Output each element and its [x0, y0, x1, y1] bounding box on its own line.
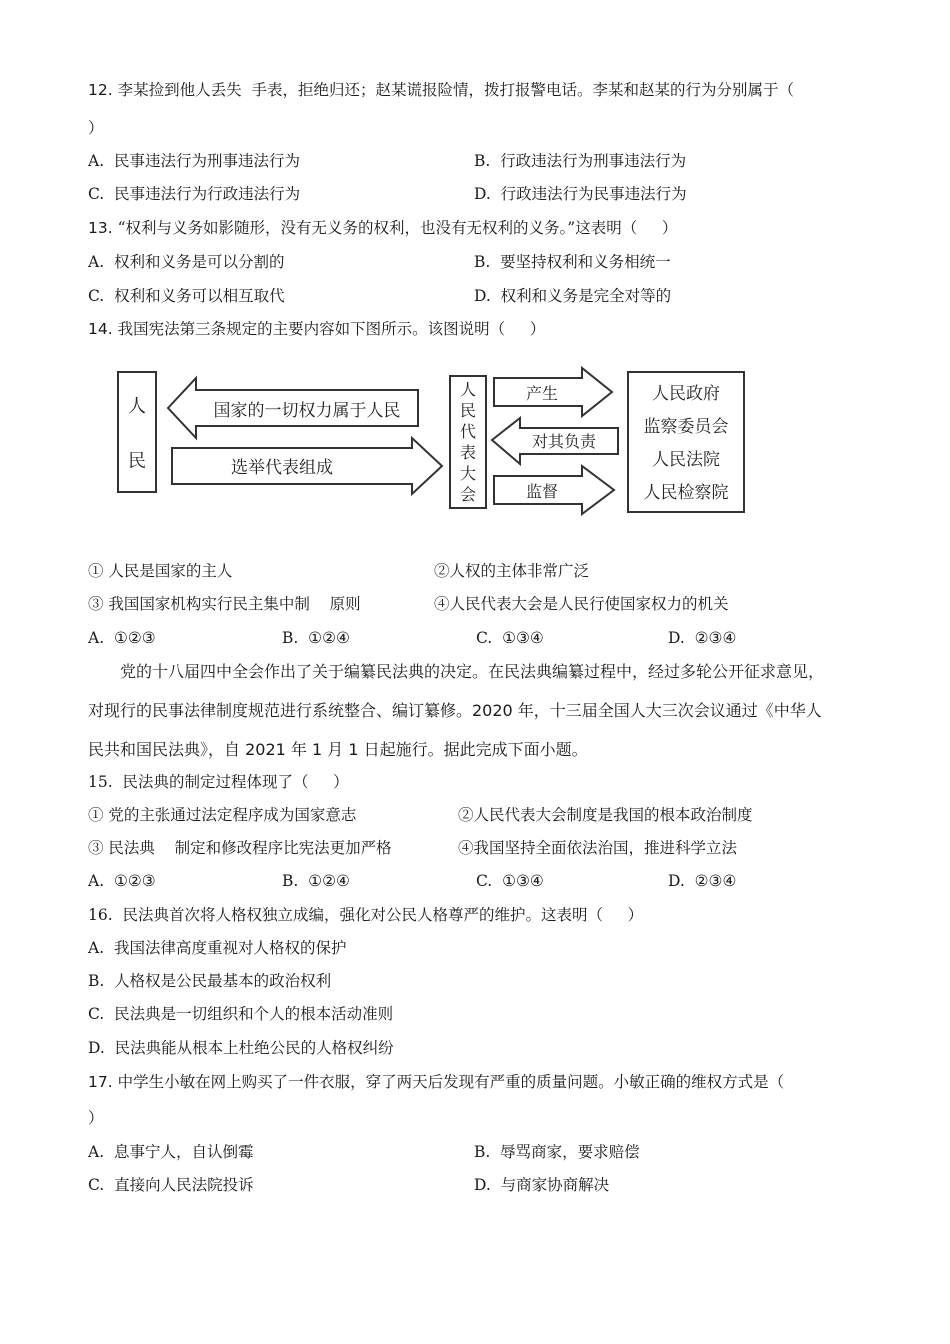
q13-option-a: A. 权利和义务是可以分割的	[88, 253, 285, 271]
q13-option-d: D. 权利和义务是完全对等的	[474, 287, 672, 305]
q17-stem	[88, 1072, 784, 1092]
people-box	[118, 372, 156, 492]
passage-line-3: 民共和国民法典》，自 2021 年 1 月 1 日起施行。据此完成下面小题。	[88, 740, 588, 759]
q17-option-b: B. 辱骂商家，要求赔偿	[474, 1143, 640, 1161]
q14-option-b: B. ①②④	[282, 629, 350, 647]
constitution-diagram	[112, 362, 762, 522]
q16-stem: 16. 民法典首次将人格权独立成编，强化对公民人格尊严的维护。这表明（ ）	[88, 906, 644, 924]
q14-stem	[88, 319, 545, 339]
q12-option-a: A. 民事违法行为刑事违法行为	[88, 152, 300, 170]
q15-statement-2: ②人民代表大会制度是我国的根本政治制度	[458, 806, 753, 824]
q15-option-c: C. ①③④	[476, 872, 544, 890]
q12-stem	[88, 80, 794, 100]
q17-option-a: A. 息事宁人，自认倒霉	[88, 1143, 254, 1161]
arrow-power-label: 国家的一切权力属于人民	[213, 401, 401, 421]
q12-stem-text: 李某捡到他人丢失 手表，拒绝归还；赵某谎报险情，拨打报警电话。李某和赵某的行为分别属于（	[117, 81, 794, 99]
organ-supervisory-commission: 监察委员会	[643, 417, 729, 437]
q12-stem-cont: ）	[88, 119, 104, 137]
q15-stem: 15. 民法典的制定过程体现了（ ）	[88, 773, 349, 791]
q17-stem-cont: ）	[88, 1109, 104, 1127]
q13-option-c: C. 权利和义务可以相互取代	[88, 287, 285, 305]
passage-line-1: 党的十八届四中全会作出了关于编纂民法典的决定。在民法典编纂过程中，经过多轮公开征求意见，	[120, 662, 825, 681]
q12-option-c: C. 民事违法行为行政违法行为	[88, 185, 301, 203]
q17-option-c: C. 直接向人民法院投诉	[88, 1176, 254, 1194]
congress-char-1: 人	[459, 380, 477, 399]
people-char-2: 民	[128, 451, 146, 472]
congress-char-4: 表	[459, 443, 477, 462]
congress-char-3: 代	[459, 422, 477, 441]
arrow-elect-label: 选举代表组成	[231, 458, 333, 478]
q15-option-a: A. ①②③	[88, 872, 156, 890]
q17-option-d: D. 与商家协商解决	[474, 1176, 610, 1194]
q12-number: 12.	[88, 81, 113, 99]
q16-option-c: C. 民法典是一切组织和个人的根本活动准则	[88, 1005, 394, 1023]
q14-statement-3: ③ 我国国家机构实行民主集中制 原则	[88, 595, 361, 613]
q14-statement-2: ②人权的主体非常广泛	[434, 562, 590, 580]
q12-option-d: D. 行政违法行为民事违法行为	[474, 185, 687, 203]
q16-option-a: A. 我国法律高度重视对人格权的保护	[88, 939, 347, 957]
organ-government: 人民政府	[652, 384, 720, 404]
q15-statement-4: ④我国坚持全面依法治国，推进科学立法	[458, 839, 738, 857]
q15-option-b: B. ①②④	[282, 872, 350, 890]
q14-statement-1: ① 人民是国家的主人	[88, 562, 233, 580]
arrow-responsible-label: 对其负责	[531, 432, 597, 451]
q14-statement-4: ④人民代表大会是人民行使国家权力的机关	[434, 595, 729, 613]
q14-number: 14.	[88, 320, 113, 338]
organ-procuratorate: 人民检察院	[643, 483, 729, 503]
arrow-produce-label: 产生	[525, 384, 559, 403]
q12-option-b: B. 行政违法行为刑事违法行为	[474, 152, 687, 170]
q13-stem	[88, 218, 677, 238]
congress-char-2: 民	[459, 401, 477, 420]
congress-char-6: 会	[459, 485, 477, 504]
q15-option-d: D. ②③④	[668, 872, 737, 890]
q13-option-b: B. 要坚持权利和义务相统一	[474, 253, 671, 271]
q14-option-c: C. ①③④	[476, 629, 544, 647]
q17-stem-text: 中学生小敏在网上购买了一件衣服，穿了两天后发现有严重的质量问题。小敏正确的维权方式是（	[117, 1073, 785, 1091]
q13-number: 13.	[88, 219, 113, 237]
q16-option-d: D. 民法典能从根本上杜绝公民的人格权纠纷	[88, 1039, 394, 1057]
q14-stem-text: 我国宪法第三条规定的主要内容如下图所示。该图说明（ ）	[117, 320, 546, 338]
organ-court: 人民法院	[652, 450, 720, 470]
q15-statement-1: ① 党的主张通过法定程序成为国家意志	[88, 806, 357, 824]
q13-stem-text: “权利与义务如影随形，没有无义务的权利，也没有无权利的义务。”这表明（ ）	[117, 219, 678, 237]
people-char-1: 人	[128, 396, 146, 417]
q15-statement-3: ③ 民法典 制定和修改程序比宪法更加严格	[88, 839, 392, 857]
congress-char-5: 大	[459, 464, 477, 483]
q14-option-d: D. ②③④	[668, 629, 737, 647]
q16-option-b: B. 人格权是公民最基本的政治权利	[88, 972, 332, 990]
q17-number: 17.	[88, 1073, 113, 1091]
passage-line-2: 对现行的民事法律制度规范进行系统整合、编订纂修。2020 年，十三届全国人大三次会议通过《中华人	[88, 701, 822, 720]
arrow-supervise-label: 监督	[525, 482, 559, 501]
q14-option-a: A. ①②③	[88, 629, 156, 647]
